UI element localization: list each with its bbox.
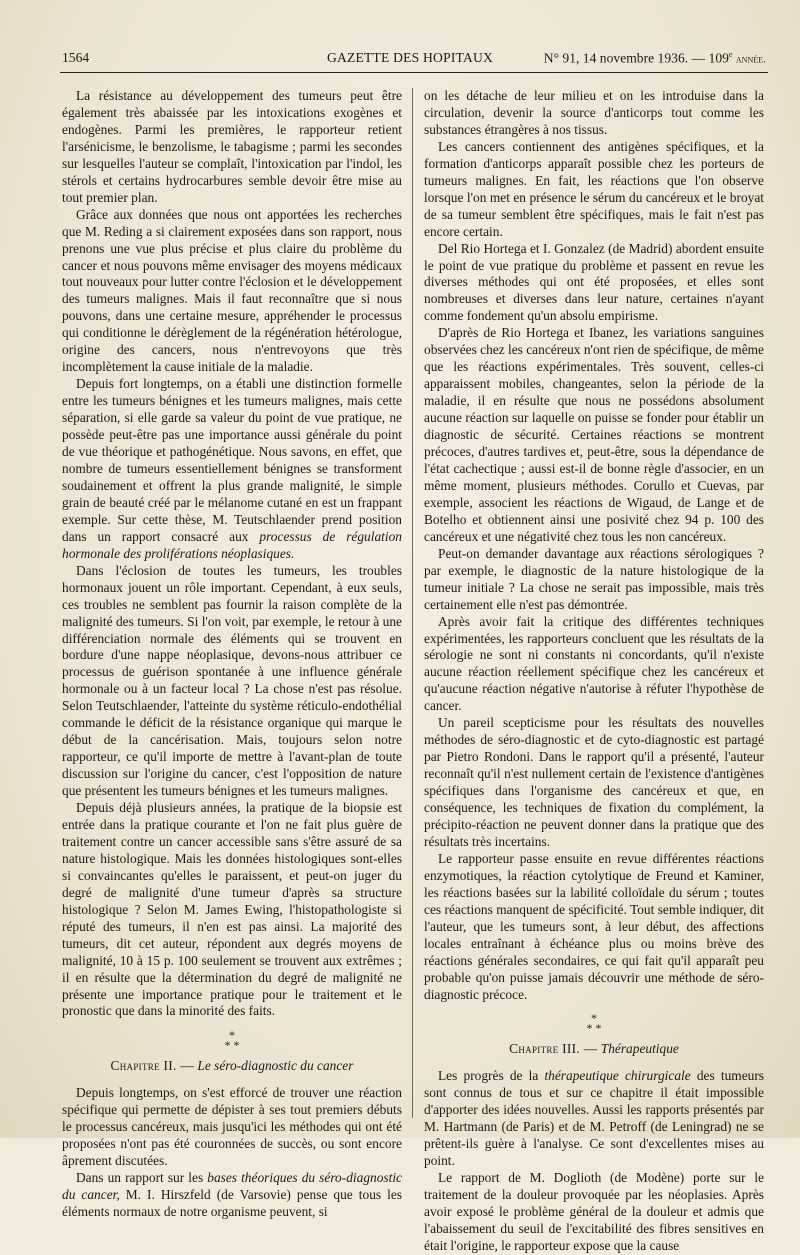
- right-column: [424, 88, 764, 1255]
- page-number: 1564: [62, 50, 90, 65]
- chapter-title: Thérapeutique: [600, 1041, 679, 1057]
- column-divider: [412, 88, 413, 1118]
- issue-sup: e: [728, 50, 733, 59]
- paragraph: Depuis longtemps, on s'est efforcé de trouver une réaction spécifique qui permette de dépister à ses tout premiers débuts le processus cancéreux, mais jusqu'ici les méthodes qui ont été proposées n'ont pas été couronnées de succès, ou sont encore âprement discutées.: [62, 1085, 402, 1169]
- issue-info: [544, 50, 766, 67]
- italic-title: processus de régulation hormonale des proliférations néoplasiques.: [62, 528, 402, 561]
- paragraph: Depuis déjà plusieurs années, la pratique de la biopsie est entrée dans la pratique courante et l'on ne fait plus guère de traitement contre un cancer accessible sans s'être assuré de sa nature histologique. Mais les données histologiques sont-elles si convaincantes qu'elles le paraissent, et peut-on juger du degré de malignité d'une tumeur d'après sa structure histologique ? Selon M. James Ewing, l'histopathologiste si réputé des tumeurs, il n'en est pas ainsi. La majorité des tumeurs, dit cet auteur, répondent aux degrés moyens de malignité, 10 à 15 p. 100 seulement se trouvent aux extrêmes ; il en résulte que la détermination du degré de malignité ne présente une importance pratique pour le traitement et le pronostic que dans la minorité des faits.: [62, 800, 402, 1019]
- paragraph-text: M. I. Hirszfeld (de Varsovie) pense que tous les éléments normaux de notre organisme peuvent, si: [62, 1187, 402, 1220]
- chapter-heading: [424, 1041, 764, 1058]
- running-title: GAZETTE DES HOPITAUX: [327, 50, 494, 65]
- star-top: *: [229, 1028, 235, 1043]
- issue-suffix: année.: [735, 51, 766, 66]
- page-header: [62, 46, 766, 70]
- paragraph-text: Les progrès de la: [438, 1068, 545, 1084]
- left-column: [62, 88, 402, 1221]
- paragraph: Peut-on demander davantage aux réactions sérologiques ? par exemple, le diagnostic de la nature histologique de la tumeur initiale ? La chose ne serait pas impossible, mais très certainement elle n'est pas démontrée.: [424, 545, 764, 612]
- section-separator: [62, 1028, 402, 1053]
- italic-term: thérapeutique chirurgicale: [544, 1068, 691, 1084]
- issue-prefix: N° 91, 14 novembre 1936. — 109: [543, 50, 729, 66]
- paragraph: Après avoir fait la critique des différentes techniques expérimentées, les rapporteurs concluent que les résultats de la sérologie ne sont ni constants ni concordants, qu'il n'existe aucune réaction réellement spécifique chez les cancéreux et qu'aucune réaction négative n'autorise à réfuter l'hypothèse de cancer.: [424, 613, 764, 714]
- chapter-title: Le séro-diagnostic du cancer: [197, 1058, 354, 1074]
- paragraph: [62, 1170, 402, 1221]
- star-bottom: * *: [224, 1038, 240, 1053]
- section-separator: [424, 1011, 764, 1036]
- italic-title: bases théoriques du séro-diagnostic du cancer,: [62, 1170, 402, 1203]
- paragraph: Del Rio Hortega et I. Gonzalez (de Madrid) abordent ensuite le point de vue pratique du problème et passent en revue les diverses méthodes qui ont été proposées, et elles sont nombreuses et diverses dans leur nature, certaines n'ayant comme fondement qu'un absolu empirisme.: [424, 240, 764, 324]
- paragraph: [424, 1068, 764, 1170]
- paragraph: D'après de Rio Hortega et Ibanez, les variations sanguines observées chez les cancéreux n'ont rien de spécifique, de même que les réactions expérimentales. Très souvent, celles-ci apparaissent mobiles, changeantes, selon la période de la maladie, il en résulte que nous ne possédons absolument aucune réaction sur laquelle on puisse se fonder pour établir un diagnostic de sécurité. Certaines réactions se montrent précoces, d'autres tardives et, peut-être, sous la dépendance de l'état cachectique ; aussi est-il de bonne règle d'associer, en un même moment, plusieurs méthodes. Corullo et Cuevas, par exemple, associent les réactions de Wigaud, de Lange et de Botelho et obtiennent ainsi une posivité chez 94 p. 100 des cancéreux et une négativité chez tous les non cancéreux.: [424, 325, 764, 544]
- paragraph-text: des tumeurs sont connus de tous et sur ce chapitre il était impossible d'apporter des idées nouvelles. Aussi les rapports présentés par M. Hartmann (de Paris) et de M. Petroff (de Leningrad) ne se prêtent-ils guère à l'analyse. Ce sont d'excellentes mises au point.: [424, 1068, 765, 1169]
- paragraph: Les cancers contiennent des antigènes spécifiques, et la formation d'anticorps apparaît possible chez les porteurs de tumeurs malignes. En fait, les réactions que l'on observe lorsque l'on met en présence le sérum du cancéreux et le broyat de sa tumeur semblent être spécifiques, mais le fait n'est pas encore certain.: [424, 138, 764, 239]
- paragraph: Grâce aux données que nous ont apportées les recherches que M. Reding a si clairement exposées dans son rapport, nous prenons une vue plus précise et plus claire du problème du cancer et nous pouvons même envisager des moyens médicaux tout nouveaux pour lutter contre l'éclosion et le développement des tumeurs malignes. Mais il faut reconnaître que si nous pouvons, dans une certaine mesure, appréhender le processus qui conditionne le dérèglement de la régénération hétérologue, origine des cancers, nous n'entrevoyons que très incomplètement la cause initiale de la maladie.: [62, 206, 402, 375]
- paragraph: Dans l'éclosion de toutes les tumeurs, les troubles hormonaux jouent un rôle important. Cependant, à eux seuls, ces troubles ne semblent pas fournir la raison complète de la malignité des tumeurs. Si l'on voit, par exemple, le retour à une différenciation normale des éléments qui se trouvent en bordure d'une nappe néoplasique, devons-nous attribuer ce processus de guérison spontanée à une influence générale hormonale ou à un facteur local ? La chose n'est pas résolue. Selon Teutschlaender, l'atteinte du système réticulo-endothélial commande le déficit de la résistance organique qui marque le début de la cancérisation. Mais, toujours selon notre rapporteur, ce qu'il importe de mettre à l'avant-plan de toute discussion sur l'origine du cancer, c'est l'opposition de nature que présentent les tumeurs bénignes et les tumeurs malignes.: [62, 562, 402, 799]
- star-bottom: * *: [586, 1021, 602, 1036]
- paragraph: Le rapporteur passe ensuite en revue différentes réactions enzymotiques, la réaction cytolytique de Freund et Kaminer, les réactions basées sur la labilité colloïdale du sérum ; toutes ces réactions manquent de spécificité. Tout semble indiquer, dit l'auteur, que les tumeurs sont, à leur début, des affections locales entraînant à échéance plus ou moins brève des réactions générales secondaires, ce qui fait qu'il apparaît peu probable qu'on puisse jamais découvrir une méthode de séro-diagnostic précoce.: [424, 850, 764, 1002]
- chapter-label: Chapitre II. —: [110, 1058, 195, 1074]
- paragraph-text: Dans un rapport sur les: [76, 1170, 208, 1186]
- chapter-label: Chapitre III. —: [509, 1041, 598, 1057]
- header-rule: [60, 72, 768, 73]
- star-top: *: [591, 1011, 597, 1026]
- paragraph: on les détache de leur milieu et on les introduise dans la circulation, devenir la source d'anticorps tout comme les substances étrangères à nos tissus.: [424, 88, 764, 137]
- paragraph: Un pareil scepticisme pour les résultats des nouvelles méthodes de séro-diagnostic et de cyto-diagnostic est partagé par Pietro Rondoni. Dans le rapport qu'il a présenté, l'auteur reconnaît qu'il n'est nullement certain de l'existence d'antigènes spécifiques dans l'organisme des cancéreux et que, en conséquence, les techniques de fixation du complément, la précipito-réaction ne peuvent donner dans la pratique que des résultats très incertains.: [424, 715, 764, 849]
- paragraph: La résistance au développement des tumeurs peut être également très abaissée par les intoxications exogènes et endogènes. Parmi les premières, le rapporteur retient l'arsénicisme, le benzolisme, le tabagisme ; parmi les secondes sur lesquelles l'auteur se complaît, l'intoxication par l'indol, les stérols et certains hydrocarbures semble devoir être mise au tout premier plan.: [62, 88, 402, 205]
- paragraph: [62, 376, 402, 562]
- paragraph-text: Depuis fort longtemps, on a établi une distinction formelle entre les tumeurs bénignes et les tumeurs malignes, mais cette séparation, si elle garde sa valeur du point de vue pratique, ne possède peut-être pas une importance aussi générale du point de vue théorique et pathogénétique. Nous savons, en effet, que nombre de tumeurs essentiellement bénignes se transforment soudainement et offrent la plus grande malignité, le simple grain de beauté créé par le mélanome cutané en est un frappant exemple. Sur cette thèse, M. Teutschlaender prend position dans un rapport consacré aux: [62, 376, 402, 544]
- chapter-heading: [62, 1058, 402, 1075]
- paragraph: Le rapport de M. Doglioth (de Modène) porte sur le traitement de la douleur provoquée par les néoplasies. Après avoir exposé le problème général de la douleur et admis que l'abaissement du seuil de l'excitabilité des fibres sensitives en était l'origine, le rapporteur expose que la cause: [424, 1170, 764, 1253]
